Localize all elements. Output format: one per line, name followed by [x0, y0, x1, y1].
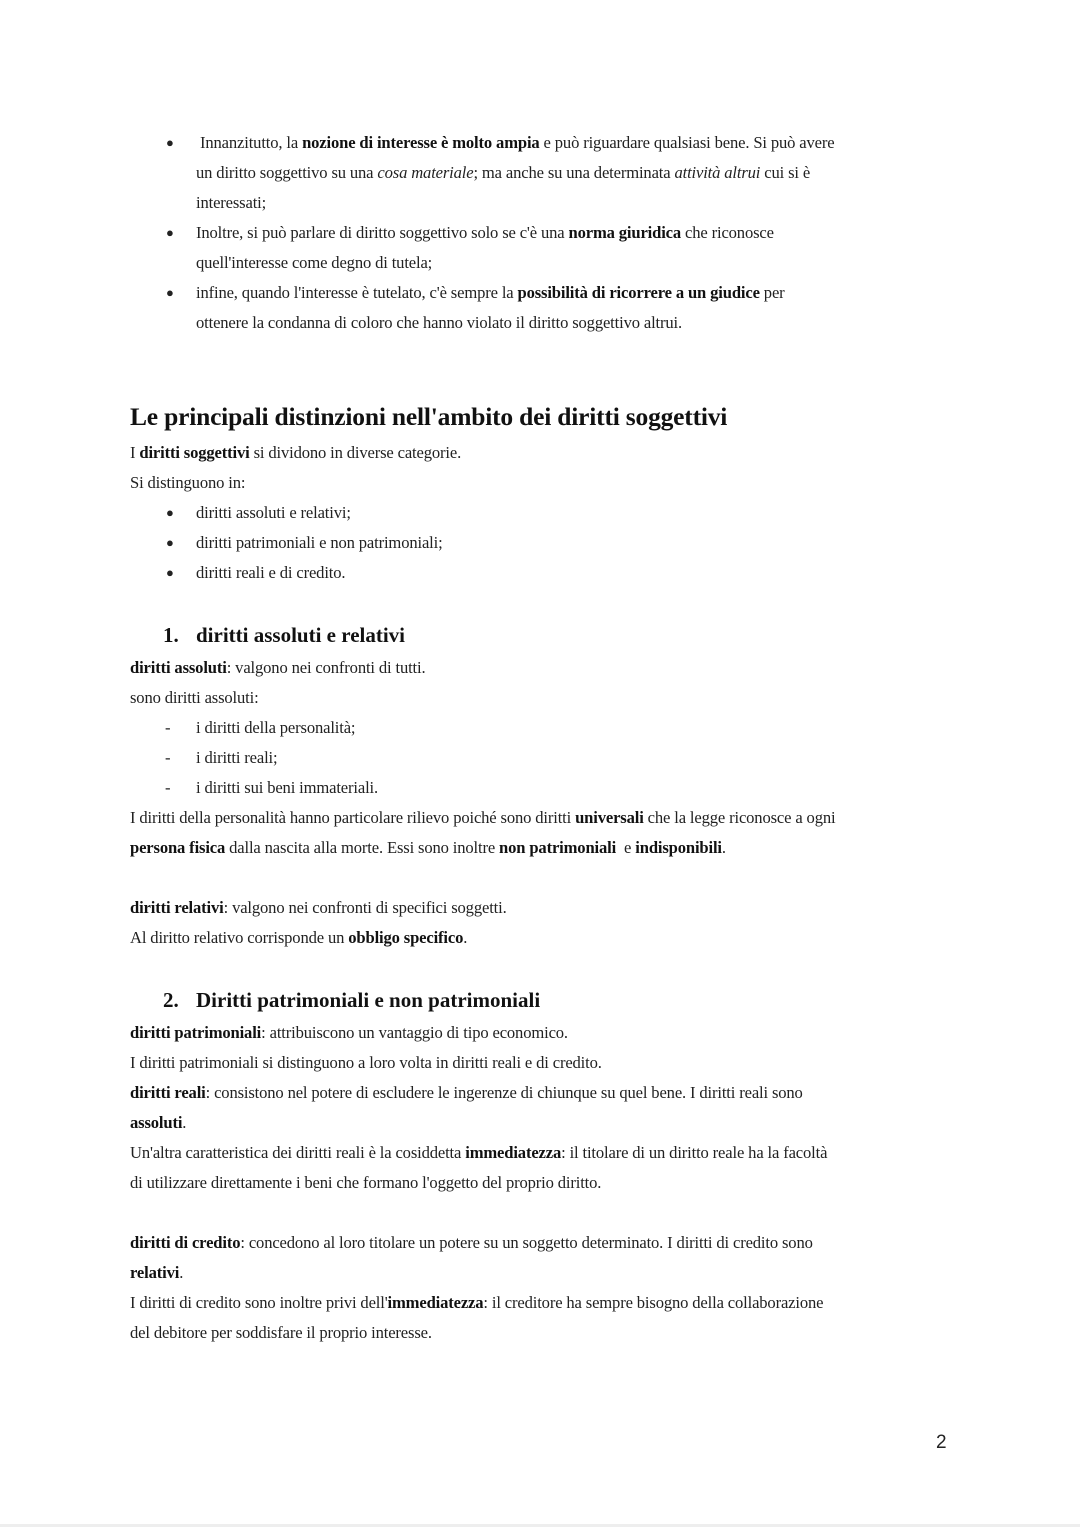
text-run: . [463, 928, 468, 947]
bold-text: nozione di interesse è molto ampia [302, 133, 540, 152]
text-run: Diritti patrimoniali e non patrimoniali [196, 988, 541, 1012]
bullet-item [130, 558, 960, 588]
bullet-dot-icon: ● [166, 285, 174, 300]
text-run: ; ma anche su una determinata [473, 163, 675, 182]
bullet-continuation [130, 248, 960, 278]
paragraph-line [130, 833, 960, 863]
paragraph-line [130, 803, 960, 833]
text-run: quell'interesse come degno di tutela; [196, 253, 433, 272]
paragraph-line [130, 683, 960, 713]
paragraph-line [130, 893, 960, 923]
text-run: diritti assoluti e relativi; [196, 503, 351, 522]
bullet-continuation [130, 188, 960, 218]
text-run: e [616, 838, 636, 857]
text-run: dalla nascita alla morte. Essi sono inoltre [225, 838, 500, 857]
bold-text: immediatezza [465, 1143, 562, 1162]
text-run: : valgono nei confronti di tutti. [226, 658, 426, 677]
text-run: i diritti della personalità; [196, 718, 356, 737]
text-run: interessati; [196, 193, 267, 212]
bold-text: non patrimoniali [499, 838, 617, 857]
text-run: : attribuiscono un vantaggio di tipo economico. [261, 1023, 568, 1042]
bold-text: universali [575, 808, 644, 827]
text-run: che la legge riconosce a ogni [643, 808, 836, 827]
dash-marker-icon: - [165, 778, 171, 797]
bullet-dot-icon: ● [166, 135, 174, 150]
paragraph-line [130, 1138, 960, 1168]
text-run: diritti reali e di credito. [196, 563, 346, 582]
section-heading [130, 397, 960, 438]
bullet-continuation [130, 308, 960, 338]
text-run: si dividono in diverse categorie. [249, 443, 462, 462]
paragraph-line [130, 468, 960, 498]
paragraph-line [130, 1258, 960, 1288]
blank-line [130, 863, 960, 893]
bold-text: indisponibili [635, 838, 722, 857]
dash-list-item [130, 743, 960, 773]
subsection-heading [130, 618, 960, 653]
paragraph-line [130, 653, 960, 683]
text-run: infine, quando l'interesse è tutelato, c'è sempre la [196, 283, 518, 302]
bullet-dot-icon: ● [166, 505, 174, 520]
blank-line [130, 1198, 960, 1228]
text-run: Innanzitutto, la [196, 133, 303, 152]
text-run: . [721, 838, 726, 857]
bullet-item [130, 128, 960, 158]
text-run: Al diritto relativo corrisponde un [130, 928, 349, 947]
text-run: I [130, 443, 140, 462]
bold-text: assoluti [130, 1113, 183, 1132]
document-body [130, 128, 960, 1348]
bullet-item [130, 498, 960, 528]
bullet-item [130, 528, 960, 558]
text-run: i diritti sui beni immateriali. [196, 778, 378, 797]
text-run: del debitore per soddisfare il proprio interesse. [130, 1323, 432, 1342]
text-run: . [179, 1263, 184, 1282]
text-run: e può riguardare qualsiasi bene. Si può avere [539, 133, 835, 152]
subsection-number: 2. [163, 988, 179, 1012]
text-run: ottenere la condanna di coloro che hanno violato il diritto soggettivo altrui. [196, 313, 682, 332]
text-run: un diritto soggettivo su una [196, 163, 378, 182]
bold-text: norma giuridica [568, 223, 682, 242]
italic-text: attività altrui [674, 163, 761, 182]
paragraph-line [130, 438, 960, 468]
page-number: 2 [936, 1432, 947, 1453]
paragraph-line [130, 1168, 960, 1198]
text-run: Un'altra caratteristica dei diritti reali è la cosiddetta [130, 1143, 466, 1162]
bold-text: obbligo specifico [348, 928, 464, 947]
paragraph-line [130, 1228, 960, 1258]
bold-text: relativi [130, 1263, 180, 1282]
subsection-heading [130, 983, 960, 1018]
dash-marker-icon: - [165, 748, 171, 767]
text-run: : il titolare di un diritto reale ha la facoltà [561, 1143, 828, 1162]
text-run: Inoltre, si può parlare di diritto soggettivo solo se c'è una [196, 223, 569, 242]
bold-text: diritti relativi [130, 898, 224, 917]
bold-text: diritti di credito [130, 1233, 241, 1252]
bold-text: persona fisica [130, 838, 226, 857]
text-run: I diritti di credito sono inoltre privi dell' [130, 1293, 388, 1312]
bold-text: immediatezza [387, 1293, 484, 1312]
text-run: i diritti reali; [196, 748, 278, 767]
text-run: : concedono al loro titolare un potere su un soggetto determinato. I diritti di credito sono [240, 1233, 813, 1252]
bullet-dot-icon: ● [166, 225, 174, 240]
text-run: per [759, 283, 785, 302]
paragraph-line [130, 1048, 960, 1078]
italic-text: cosa materiale [377, 163, 474, 182]
text-run: sono diritti assoluti: [130, 688, 259, 707]
paragraph-line [130, 1108, 960, 1138]
bullet-continuation [130, 158, 960, 188]
text-run: : valgono nei confronti di specifici soggetti. [223, 898, 507, 917]
text-run: . [182, 1113, 187, 1132]
text-run: : consistono nel potere di escludere le ingerenze di chiunque su quel bene. I diritti reali sono [205, 1083, 803, 1102]
bullet-dot-icon: ● [166, 565, 174, 580]
bold-text: diritti patrimoniali [130, 1023, 262, 1042]
paragraph-line [130, 1078, 960, 1108]
paragraph-line [130, 1288, 960, 1318]
text-run: che riconosce [681, 223, 774, 242]
bold-text: diritti soggettivi [139, 443, 250, 462]
bold-text: diritti reali [130, 1083, 206, 1102]
paragraph-line [130, 923, 960, 953]
text-run: diritti patrimoniali e non patrimoniali; [196, 533, 443, 552]
paragraph-line [130, 1318, 960, 1348]
bold-text: possibilità di ricorrere a un giudice [517, 283, 760, 302]
subsection-number: 1. [163, 623, 179, 647]
text-run: Le principali distinzioni nell'ambito dei diritti soggettivi [130, 402, 728, 431]
bullet-dot-icon: ● [166, 535, 174, 550]
text-run: : il creditore ha sempre bisogno della collaborazione [483, 1293, 824, 1312]
paragraph-line [130, 1018, 960, 1048]
dash-marker-icon: - [165, 718, 171, 737]
text-run: I diritti della personalità hanno particolare rilievo poiché sono diritti [130, 808, 576, 827]
text-run: di utilizzare direttamente i beni che formano l'oggetto del proprio diritto. [130, 1173, 602, 1192]
text-run: I diritti patrimoniali si distinguono a loro volta in diritti reali e di credito. [130, 1053, 602, 1072]
bold-text: diritti assoluti [130, 658, 227, 677]
text-run: cui si è [760, 163, 811, 182]
bullet-item [130, 278, 960, 308]
bullet-item [130, 218, 960, 248]
text-run: diritti assoluti e relativi [196, 623, 406, 647]
text-run: Si distinguono in: [130, 473, 246, 492]
dash-list-item [130, 773, 960, 803]
dash-list-item [130, 713, 960, 743]
